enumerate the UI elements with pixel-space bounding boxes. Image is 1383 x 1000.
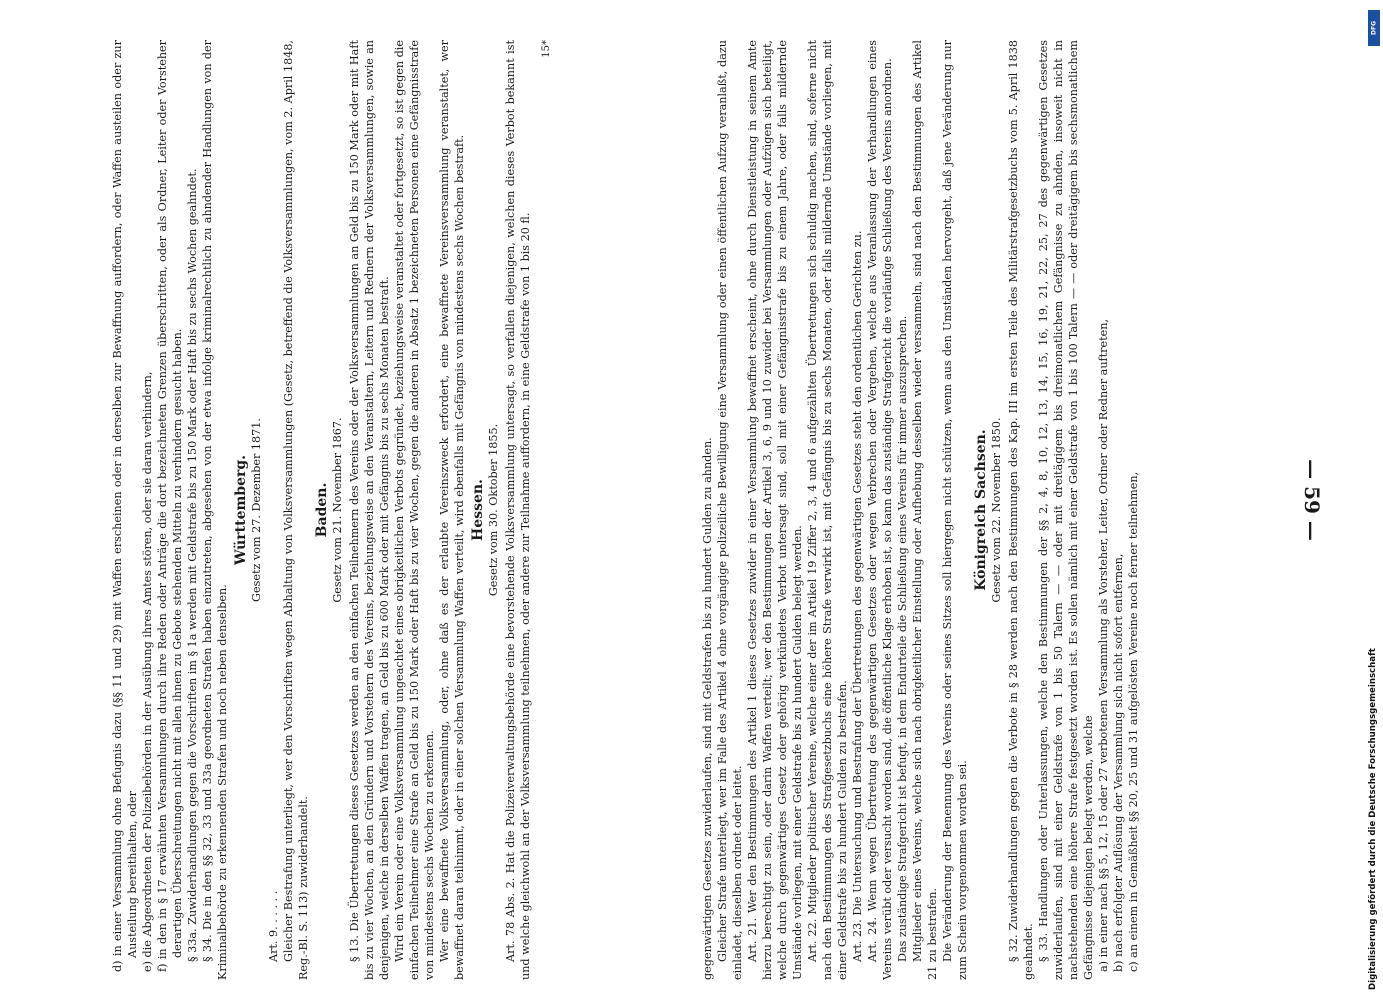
- right-item: d) in einer Versammlung ohne Befugnis dazu (§§ 11 und 29) mit Waffen erscheinen oder in derselben zur Bewaffnung auffordern, oder Waffen austeilen oder zur Austeilung bereithalten, oder: [111, 40, 139, 972]
- section-subtitle-hessen: Gesetz vom 30. Oktober 1855.: [487, 423, 500, 597]
- left-paragraph: Das zuständige Strafgericht ist befugt, in dem Endurteile die Schließung eines Vereins für immer auszusprechen.: [896, 315, 909, 962]
- left-item: a) in einer nach §§ 5, 12, 15 oder 27 verbotenen Versammlung als Vorsteher, Leiter, Ordner oder Redner auftreten,: [1097, 318, 1110, 972]
- right-item: e) die Abgeordneten der Polizeibehörden in der Ausübung ihres Amtes stören, oder sie daran verhindern,: [141, 371, 154, 972]
- section-subtitle-wuerttemberg: Gesetz vom 27. Dezember 1871.: [250, 418, 263, 602]
- section-subtitle-baden: Gesetz vom 21. November 1867.: [331, 417, 344, 603]
- left-paragraph: Mitglieder eines Vereins, welche sich nach obrigkeitlicher Einstellung oder Aufhebung desselben wieder versammeln, sind nach den Bestimmungen des Artikel 21 zu bestrafen.: [911, 40, 939, 980]
- section-title-sachsen: Königreich Sachsen.: [973, 429, 989, 591]
- right-section-paragraph: Wer eine bewaffnete Volksversammlung, oder, ohne daß es der erlaubte Vereinszweck erfordert, eine bewaffnete Vereinsversammlung veranstaltet, wer bewaffnet daran teilnimmt, oder in einer solchen Versammlung Waffen verteilt, wird ebenfalls mit Gefängnis von mindestens sechs Wochen bestraft.: [438, 40, 466, 980]
- left-paragraph: Art. 23. Die Untersuchung und Bestrafung der Übertretungen des gegenwärtigen Gesetzes steht den ordentlichen Gerichten zu.: [851, 230, 864, 962]
- left-item: b) nach erfolgter Auflösung der Versammlung sich nicht sofort entfernen,: [1112, 553, 1125, 972]
- left-item: c) an einem in Gemäßheit §§ 20, 25 und 31 aufgelösten Vereine noch ferner teilnehmen,: [1127, 471, 1140, 972]
- digitization-note: Digitalisierung gefördert durch die Deutsche Forschungsgemeinschaft: [1368, 648, 1378, 990]
- left-section-paragraph: § 32. Zuwiderhandlungen gegen die Verbote in § 28 werden nach den Bestimmungen des Kap. III im ersten Teile des Militärstrafgesetzbuchs vom 5. April 1838 geahndet.: [1007, 40, 1035, 980]
- footnote-signature-mark: 15*: [541, 40, 552, 58]
- right-section-paragraph: Art. 78 Abs. 2. Hat die Polizeiverwaltungsbehörde eine bevorstehende Volksversammlung untersagt, so verfallen diejenigen, welchen dieses Verbot bekannt ist und welche gleichwohl an der Volksversammlung teilnehmen, oder andere zur Teilnahme auffordern, in eine Geldstrafe von 1 bis 20 fl.: [504, 40, 532, 980]
- dfg-logo: [1368, 10, 1380, 46]
- right-section-paragraph: § 13. Die Übertretungen dieses Gesetzes werden an den einfachen Teilnehmern des Vereins oder der Volksversammlungen an Geld bis zu 150 Mark oder mit Haft bis zu vier Wochen, an den Gründern und Vorstehern des Vereins, beziehungsweise an den Veranstaltern, Leitern und Rednern der Volksversammlungen, sowie an denjenigen, welche in derselben Waffen tragen, an Geld bis zu 600 Mark oder mit Gefängnis bis zu sechs Monaten bestraft.: [348, 40, 391, 980]
- left-paragraph: Die Veränderung der Benennung des Vereins oder seines Sitzes soll hiergegen nicht schützen, wenn aus den Umständen hervorgeht, daß jene Veränderung nur zum Schein vorgenommen worden sei.: [941, 40, 969, 980]
- right-section-paragraph: Wird ein Verein oder eine Volksversammlung ungeachtet eines obrigkeitlichen Verbots gegründet, beziehungsweise veranstaltet oder fortgesetzt, so ist gegen die einfachen Teilnehmer eine Strafe an Geld bis zu 150 Mark oder Haft bis zu vier Wochen, gegen die anderen in Absatz 1 bezeichneten Personen eine Gefängnisstrafe von mindestens sechs Wochen zu erkennen.: [393, 40, 436, 980]
- section-title-baden: Baden.: [314, 482, 330, 538]
- left-paragraph: gegenwärtigen Gesetzes zuwiderlaufen, sind mit Geldstrafen bis zu hundert Gulden zu ahnden.: [701, 437, 714, 980]
- right-section-paragraph: Art. 9. . . . . .: [267, 890, 280, 962]
- dfg-logo-text: DFG: [1370, 21, 1378, 36]
- section-title-wuerttemberg: Württemberg.: [233, 454, 249, 566]
- right-section-paragraph: Gleicher Bestrafung unterliegt, wer den Vorschriften wegen Abhaltung von Volksversammlungen (Gesetz, betreffend die Volksversammlungen, vom 2. April 1848, Reg.-Bl. S. 113) zuwiderhandelt.: [282, 40, 310, 980]
- right-paragraph: § 34. Die in den §§ 32, 33 und 33a geordneten Strafen haben einzutreten, abgesehen von der etwa infolge kriminalrechtlich zu ahndender Handlungen von der Kriminalbehörde zu erkennenden Strafen und noch neben denselben.: [201, 40, 229, 980]
- left-paragraph: Art. 21. Wer den Bestimmungen des Artikel 1 dieses Gesetzes zuwider in einer Versammlung bewaffnet erscheint, ohne durch Dienstleistung in seinem Amte hierzu berechtigt zu sein, oder darin Waffen verteilt; wer den Bestimmungen der Artikel 3, 6, 9 und 10 zuwider bei Versammlungen oder Aufzügen sich beteiligt, welche durch gegenwärtiges Gesetz oder gehörig verkündetes Verbot untersagt sind, soll mit einer Gefängnisstrafe bis zu einem Jahre, oder falls mildernde Umstände vorliegen, mit einer Geldstrafe bis zu hundert Gulden belegt werden.: [746, 40, 804, 980]
- right-item: f) in den in § 17 erwähnten Versammlungen durch ihre Reden oder Anträge die dort bezeichneten Grenzen überschritten, oder als Ordner, Leiter oder Vorsteher derartigen Überschreitungen nicht mit allen ihnen zu Gebote stehenden Mitteln zu verhindern gesucht haben.: [156, 40, 184, 972]
- page-text-block: [100, 0, 1340, 1000]
- left-section-paragraph: § 33. Handlungen oder Unterlassungen, welche den Bestimmungen der §§ 2, 4, 8, 10, 12, 13, 14, 15, 16, 19, 21, 22, 25, 27 des gegenwärtigen Gesetzes zuwiderlaufen, sind mit einer Geldstrafe von 1 bis 50 Talern — — oder mit dreitägigem bis dreimonatlichem Gefängnisse zu ahnden, insoweit nicht in nachstehenden eine höhere Strafe festgesetzt worden ist. Es sollen nämlich mit einer Geldstrafe von 1 bis 100 Talern — — oder dreitägigem bis sechsmonatlichem Gefängnisse diejenigen belegt werden, welche: [1037, 40, 1095, 980]
- right-text-column: [110, 40, 685, 980]
- left-paragraph: Art. 22. Mitglieder politischer Vereine, welche einer der im Artikel 19 Ziffer 2, 3, 4 und 6 aufgezählten Übertretungen sich schuldig machen, sind, soferne nicht nach den Bestimmungen des Strafgesetzbuchs eine höhere Strafe verwirkt ist, mit Gefängnis bis zu sechs Monaten, oder falls mildernde Umstände vorliegen, mit einer Geldstrafe bis zu hundert Gulden zu bestrafen.: [806, 40, 849, 980]
- left-paragraph: Gleicher Strafe unterliegt, wer im Falle des Artikel 4 ohne vorgängige polizeiliche Bewilligung eine Versammlung oder einen öffentlichen Aufzug veranlaßt, dazu einladet, dieselben ordnet oder leitet.: [716, 40, 744, 980]
- left-paragraph: Art. 24. Wenn wegen Übertretung des gegenwärtigen Gesetzes oder wegen Verbrechen oder Vergehen, welche aus Veranlassung der Verhandlungen eines Vereins verübt oder versucht worden sind, die öffentliche Klage erhoben ist, so kann das zuständige Strafgericht die vorläufige Schließung des Vereins anordnen.: [866, 40, 894, 980]
- page-number-label: 59: [1300, 486, 1324, 514]
- section-title-hessen: Hessen.: [470, 479, 486, 541]
- section-subtitle-sachsen: Gesetz vom 22. November 1850.: [990, 417, 1003, 603]
- page-number-row: — 59 —: [1300, 459, 1324, 541]
- right-paragraph: § 33a. Zuwiderhandlungen gegen die Vorschriften im § 1a werden mit Geldstrafe bis zu 150 Mark oder Haft bis zu sechs Wochen geahndet.: [186, 168, 199, 962]
- left-text-column: [700, 40, 1280, 980]
